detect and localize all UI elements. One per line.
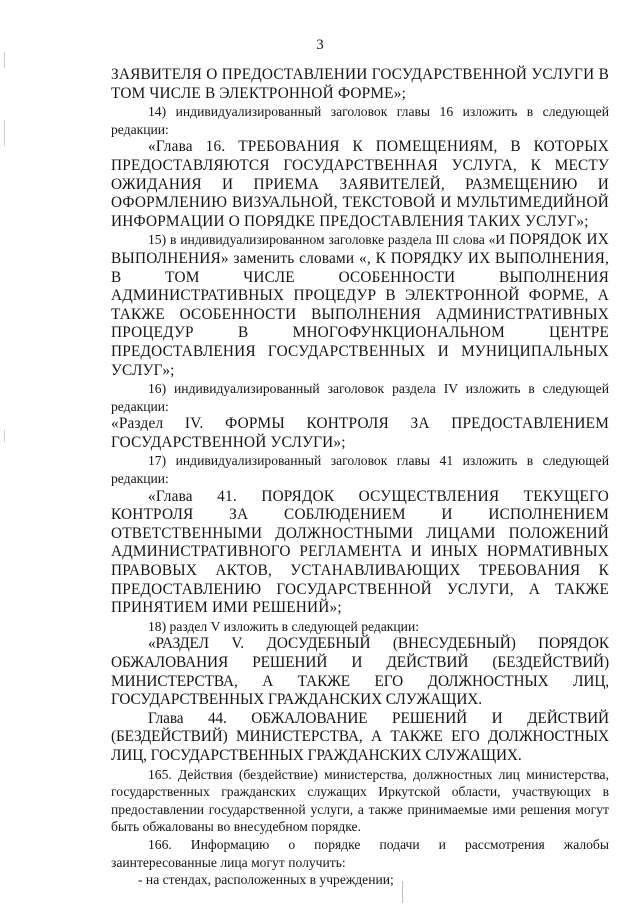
page-number: 3: [316, 37, 324, 53]
left-margin-scan-mark: [4, 52, 5, 68]
document-body: [111, 66, 609, 889]
paragraph-section-4: «Раздел IV. ФОРМЫ КОНТРОЛЯ ЗА ПРЕДОСТАВЛЕНИЕМ ГОСУДАРСТВЕННОЙ УСЛУГИ»;: [111, 415, 609, 451]
left-margin-scan-mark: [4, 120, 5, 146]
paragraph-item-15-caps: ПОРЯДОК ИХ ВЫПОЛНЕНИЯ» заменить словами «, К ПОРЯДКУ ИХ ВЫПОЛНЕНИЯ, В ТОМ ЧИСЛЕ ОСОБЕННОСТИ ВЫПОЛНЕНИЯ АДМИНИСТРАТИВНЫХ ПРОЦЕДУР В ЭЛЕКТРОННОЙ ФОРМЕ, А ТАКЖЕ ОСОБЕННОСТИ ВЫПОЛНЕНИЯ АДМИНИСТРАТИВНЫХ ПРОЦЕДУР В МНОГОФУНКЦИОНАЛЬНОМ ЦЕНТРЕ ПРЕДОСТАВЛЕНИЯ ГОСУДАРСТВЕННЫХ И МУНИЦИПАЛЬНЫХ УСЛУГ»;: [111, 231, 609, 379]
bottom-scan-mark: [402, 881, 403, 903]
paragraph-item-15-lead: 15) в индивидуализированном заголовке раздела III слова «И: [148, 232, 510, 248]
paragraph-item-16: 16) индивидуализированный заголовок раздела IV изложить в следующей редакции:: [111, 381, 609, 414]
paragraph-item-165: 165. Действия (бездействие) министерства, должностных лиц министерства, государственных гражданских служащих Иркутской области, участвующих в предоставлении государственной услуги, а также принимаемые ими решения могут быть обжалованы во внесудебном порядке.: [111, 766, 609, 835]
list-item: - на стендах, расположенных в учреждении;: [138, 872, 394, 888]
paragraph-item-17: 17) индивидуализированный заголовок главы 41 изложить в следующей редакции:: [111, 453, 609, 487]
paragraph-chapter-41: «Глава 41. ПОРЯДОК ОСУЩЕСТВЛЕНИЯ ТЕКУЩЕГО КОНТРОЛЯ ЗА СОБЛЮДЕНИЕМ И ИСПОЛНЕНИЕМ ОТВЕТСТВЕННЫМИ ДОЛЖНОСТНЫМИ ЛИЦАМИ ПОЛОЖЕНИЙ АДМИНИСТРАТИВНОГО РЕГЛАМЕНТА И ИНЫХ НОРМАТИВНЫХ ПРАВОВЫХ АКТОВ, УСТАНАВЛИВАЮЩИХ ТРЕБОВАНИЯ К ПРЕДОСТАВЛЕНИЮ ГОСУДАРСТВЕННОЙ УСЛУГИ, А ТАКЖЕ ПРИНЯТИЕМ ИМИ РЕШЕНИЙ»;: [111, 487, 609, 617]
paragraph-caps: ЗАЯВИТЕЛЯ О ПРЕДОСТАВЛЕНИИ ГОСУДАРСТВЕННОЙ УСЛУГИ В ТОМ ЧИСЛЕ В ЭЛЕКТРОННОЙ ФОРМЕ»;: [111, 66, 609, 102]
paragraph-chapter-44: Глава 44. ОБЖАЛОВАНИЕ РЕШЕНИЙ И ДЕЙСТВИЙ (БЕЗДЕЙСТВИЙ) МИНИСТЕРСТВА, А ТАКЖЕ ЕГО ДОЛЖНОСТНЫХ ЛИЦ, ГОСУДАРСТВЕННЫХ ГРАЖДАНСКИХ СЛУЖАЩИХ.: [111, 709, 609, 764]
paragraph-item-18: 18) раздел V изложить в следующей редакции:: [148, 618, 420, 634]
paragraph-section-5: «РАЗДЕЛ V. ДОСУДЕБНЫЙ (ВНЕСУДЕБНЫЙ) ПОРЯДОК ОБЖАЛОВАНИЯ РЕШЕНИЙ И ДЕЙСТВИЙ (БЕЗДЕЙСТВИЙ) МИНИСТЕРСТВА, А ТАКЖЕ ЕГО ДОЛЖНОСТНЫХ ЛИЦ, ГОСУДАРСТВЕННЫХ ГРАЖДАНСКИХ СЛУЖАЩИХ.: [111, 635, 609, 709]
paragraph-chapter-16: «Глава 16. ТРЕБОВАНИЯ К ПОМЕЩЕНИЯМ, В КОТОРЫХ ПРЕДОСТАВЛЯЮТСЯ ГОСУДАРСТВЕННАЯ УСЛУГА, К МЕСТУ ОЖИДАНИЯ И ПРИЕМА ЗАЯВИТЕЛЕЙ, РАЗМЕЩЕНИЮ И ОФОРМЛЕНИЮ ВИЗУАЛЬНОЙ, ТЕКСТОВОЙ И МУЛЬТИМЕДИЙНОЙ ИНФОРМАЦИИ О ПОРЯДКЕ ПРЕДОСТАВЛЕНИЯ ТАКИХ УСЛУГ»;: [111, 138, 609, 230]
paragraph-item-166: 166. Информацию о порядке подачи и рассмотрения жалобы заинтересованные лица могут получить:: [111, 836, 609, 870]
left-margin-scan-mark: [4, 430, 5, 442]
paragraph-item-15: [111, 231, 609, 380]
paragraph-item-14: 14) индивидуализированный заголовок главы 16 изложить в следующей редакции:: [111, 104, 609, 137]
